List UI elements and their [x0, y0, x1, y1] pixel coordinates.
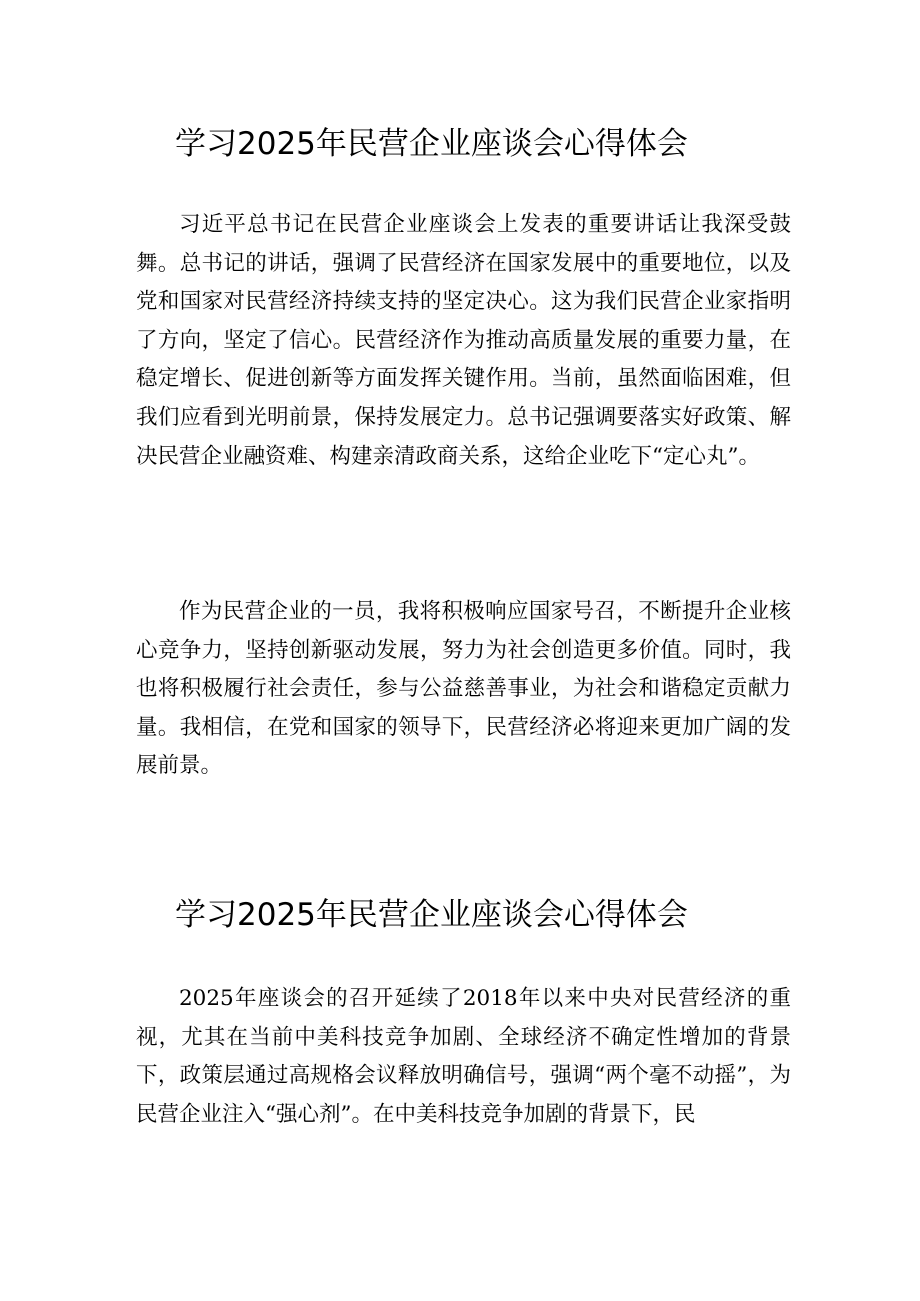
- section-1-paragraph-2: 作为民营企业的一员，我将积极响应国家号召，不断提升企业核心竞争力，坚持创新驱动发展，努力为社会创造更多价值。同时，我也将积极履行社会责任，参与公益慈善事业，为社会和谐稳定贡献力量。我相信，在党和国家的领导下，民营经济必将迎来更加广阔的发展前景。: [136, 599, 791, 779]
- section-2-paragraph-1: 2025年座谈会的召开延续了2018年以来中央对民营经济的重视，尤其在当前中美科技竞争加剧、全球经济不确定性增加的背景下，政策层通过高规格会议释放明确信号，强调“两个毫不动摇”，为民营企业注入“强心剂”。在中美科技竞争加剧的背景下，民: [136, 986, 791, 1127]
- section-1-title: 学习2025年民营企业座谈会心得体会: [175, 126, 688, 162]
- section-1-paragraph-1: 习近平总书记在民营企业座谈会上发表的重要讲话让我深受鼓舞。总书记的讲话，强调了民营经济在国家发展中的重要地位，以及党和国家对民营经济持续支持的坚定决心。这为我们民营企业家指明了方向，坚定了信心。民营经济作为推动高质量发展的重要力量，在稳定增长、促进创新等方面发挥关键作用。当前，虽然面临困难，但我们应看到光明前景，保持发展定力。总书记强调要落实好政策、解决民营企业融资难、构建亲清政商关系，这给企业吃下“定心丸”。: [136, 212, 791, 469]
- section-2-title: 学习2025年民营企业座谈会心得体会: [175, 897, 688, 933]
